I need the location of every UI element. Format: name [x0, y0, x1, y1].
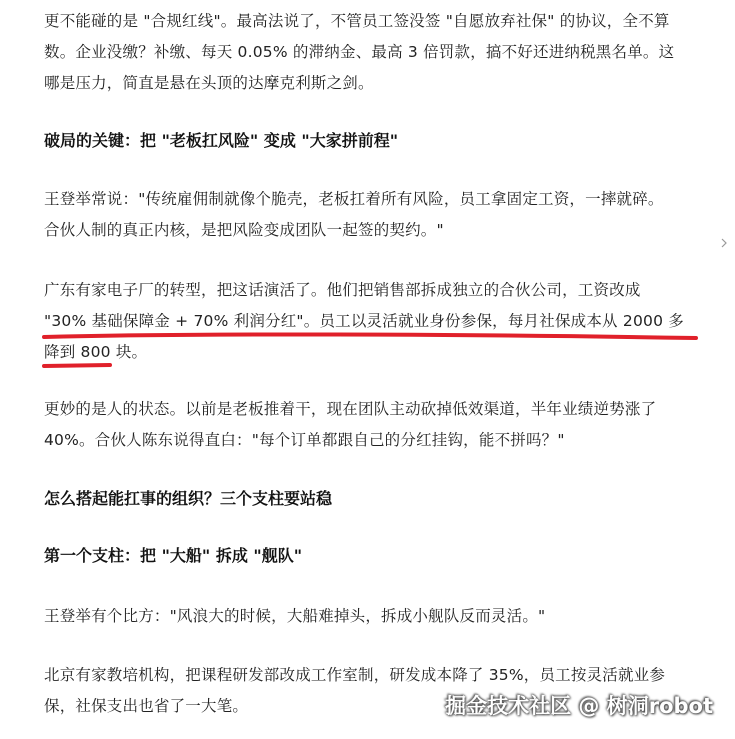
text-line: 王登举常说："传统雇佣制就像个脆壳，老板扛着所有风险，员工拿固定工资，一摔就碎。: [44, 190, 664, 208]
text-line: 王登举有个比方："风浪大的时候，大船难掉头，拆成小舰队反而灵活。": [44, 607, 546, 625]
section-heading-pillar-one: 第一个支柱：把 "大船" 拆成 "舰队": [44, 546, 303, 565]
text-line: 数。企业没缴？补缴、每天 0.05% 的滞纳金、最高 3 倍罚款，搞不好还进纳税黑名单。这: [44, 43, 675, 61]
text-line: 广东有家电子厂的转型，把这话演活了。他们把销售部拆成独立的合伙公司，工资改成: [44, 281, 641, 299]
watermark: 掘金技术社区 @ 树洞robot: [445, 694, 713, 718]
paragraph-guangdong-factory: [44, 275, 694, 368]
paragraph-quote-wang: [44, 184, 694, 246]
text-line highlighted-line: 降到 800 块。: [44, 343, 148, 361]
paragraph-fleet-metaphor: [44, 601, 694, 632]
paragraph-compliance: [44, 6, 694, 99]
chevron-right-icon: [721, 238, 727, 248]
section-heading-breakthrough: 破局的关键：把 "老板扛风险" 变成 "大家拼前程": [44, 131, 399, 150]
text-line highlighted-line: "30% 基础保障金 + 70% 利润分红"。员工以灵活就业身份参保，每月社保成本从 2000 多: [44, 312, 684, 330]
text-line: 保，社保支出也省了一大笔。: [44, 697, 249, 715]
text-line: 北京有家教培机构，把课程研发部改成工作室制，研发成本降了 35%，员工按灵活就业参: [44, 666, 666, 684]
text-line: 合伙人制的真正内核，是把风险变成团队一起签的契约。": [44, 221, 444, 239]
text-line: 更妙的是人的状态。以前是老板推着干，现在团队主动砍掉低效渠道，半年业绩逆势涨了: [44, 400, 657, 418]
text-line: 40%。合伙人陈东说得直白："每个订单都跟自己的分红挂钩，能不拼吗？": [44, 431, 565, 449]
paragraph-team-state: [44, 394, 694, 456]
text-line: 哪是压力，简直是悬在头顶的达摩克利斯之剑。: [44, 74, 374, 92]
text-line: 更不能碰的是 "合规红线"。最高法说了，不管员工签没签 "自愿放弃社保" 的协议，全不算: [44, 12, 670, 30]
section-heading-three-pillars: 怎么搭起能扛事的组织？三个支柱要站稳: [44, 489, 333, 508]
